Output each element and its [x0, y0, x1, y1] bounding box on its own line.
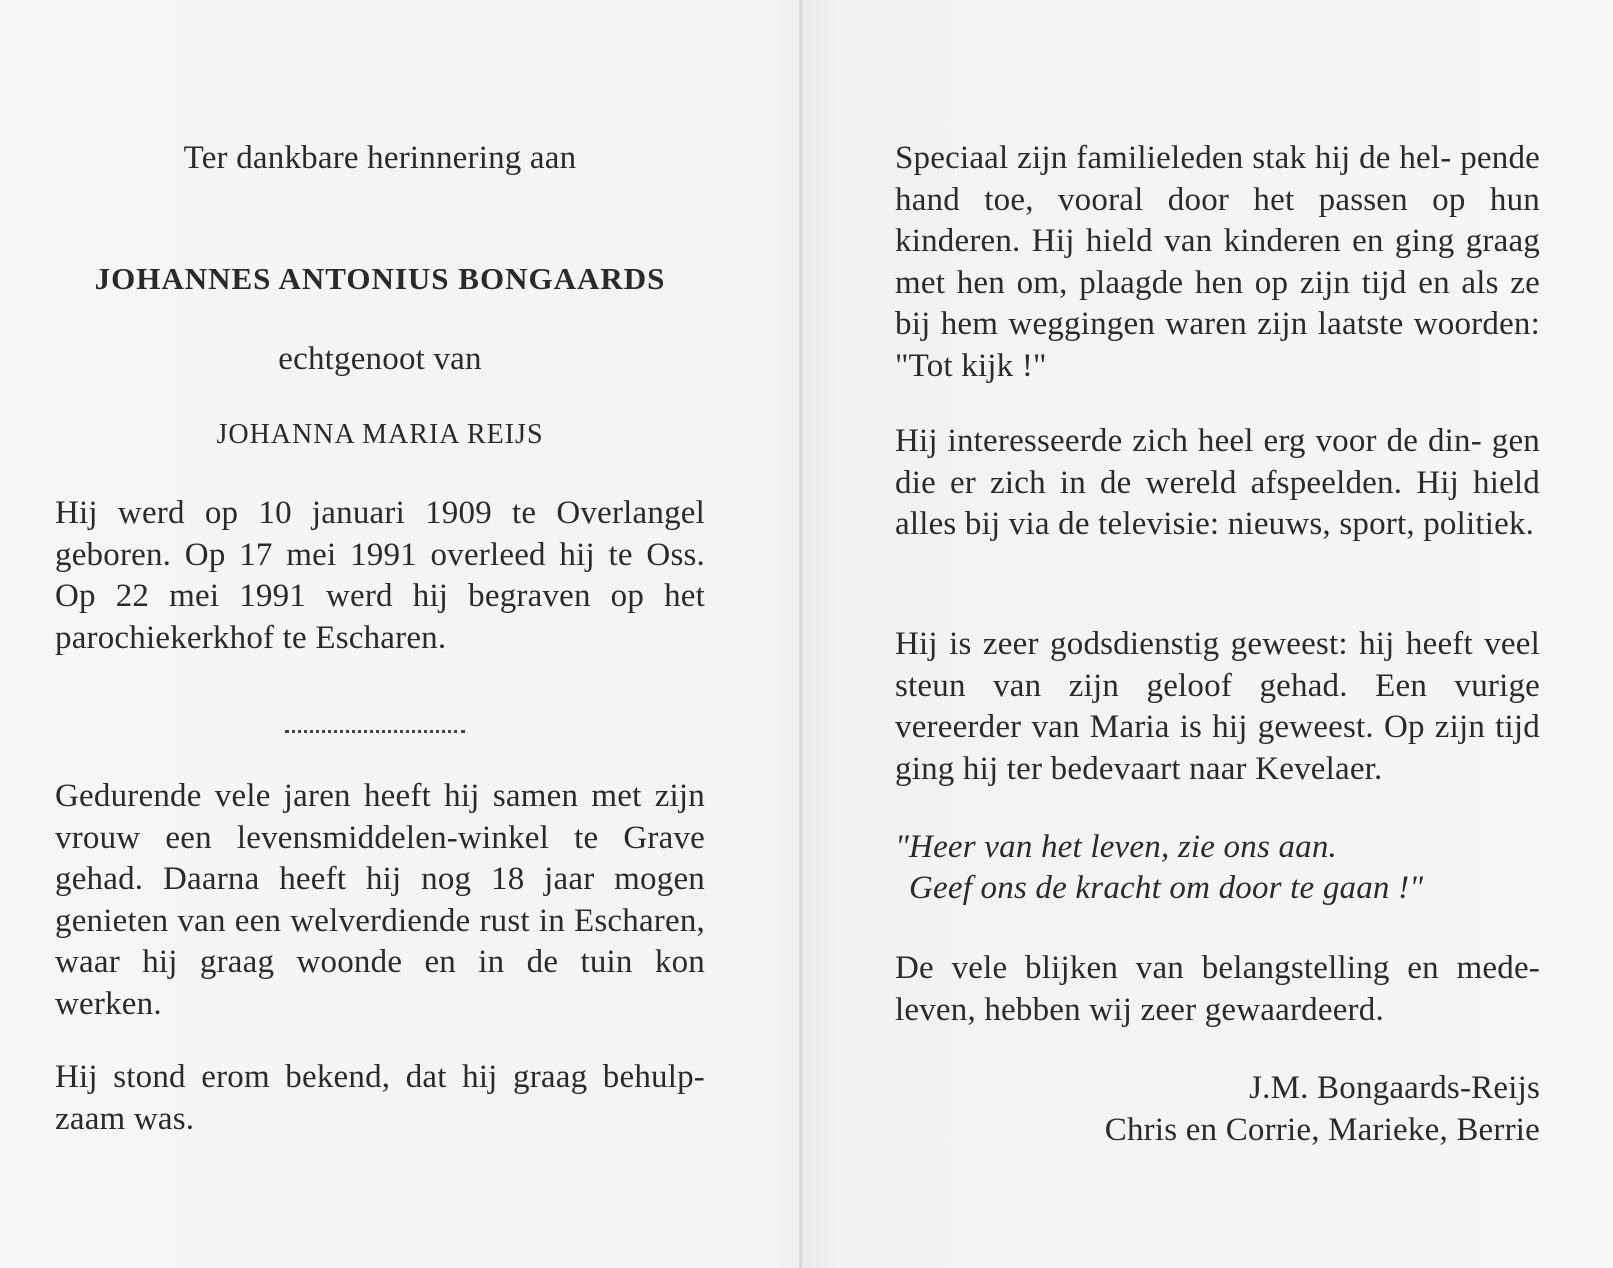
prayer-line-1: "Heer van het leven, zie ons aan. [895, 829, 1337, 865]
spouse-name: JOHANNA MARIA REIJS [216, 419, 544, 450]
separator-dots [285, 730, 465, 733]
signature-line-2: Chris en Corrie, Marieke, Berrie [1104, 1112, 1540, 1148]
card-fold [799, 0, 803, 1268]
paragraph-faith: Hij is zeer godsdienstig geweest: hij heeft veel steun van zijn geloof gehad. Een vurige vereerder van Maria is hij geweest. Op zijn tijd ging hij ter bedevaart naar Kevelaer. [895, 626, 1540, 787]
paragraph-helpful: Hij stond erom bekend, dat hij graag behulp- zaam was. [55, 1059, 705, 1137]
paragraph-family: Speciaal zijn familieleden stak hij de hel- pende hand toe, vooral door het passen op hun kinderen. Hij hield van kinderen en ging graag met hen om, plaagde hen op zijn tijd en als ze bij hem weggingen waren zijn laatste woorden: "Tot kijk !" [895, 140, 1540, 384]
paragraph-life: Gedurende vele jaren heeft hij samen met zijn vrouw een levensmiddelen-winkel te Grave gehad. Daarna heeft hij nog 18 jaar mogen genieten van een welverdiende rust in Escharen, waar hij graag woonde en in de tuin kon werken. [55, 778, 705, 1022]
signature-line-1: J.M. Bongaards-Reijs [1249, 1070, 1540, 1106]
right-page [895, 0, 1540, 1268]
heading: Ter dankbare herinnering aan [183, 140, 577, 176]
prayer-line-2: Geef ons de kracht om door te gaan !" [909, 870, 1424, 906]
deceased-name: JOHANNES ANTONIUS BONGAARDS [94, 261, 666, 296]
paragraph-birth-death: Hij werd op 10 januari 1909 te Overlangel geboren. Op 17 mei 1991 overleed hij te Oss. Op 22 mei 1991 werd hij begraven op het parochiekerkhof te Escharen. [55, 495, 705, 656]
paragraph-interests: Hij interesseerde zich heel erg voor de din- gen die er zich in de wereld afspeelden. Hij hield alles bij via de televisie: nieuws, sport, politiek. [895, 423, 1540, 542]
relation-text: echtgenoot van [278, 341, 482, 377]
left-page [55, 0, 705, 1268]
paragraph-thanks: De vele blijken van belangstelling en mede- leven, hebben wij zeer gewaardeerd. [895, 950, 1540, 1028]
